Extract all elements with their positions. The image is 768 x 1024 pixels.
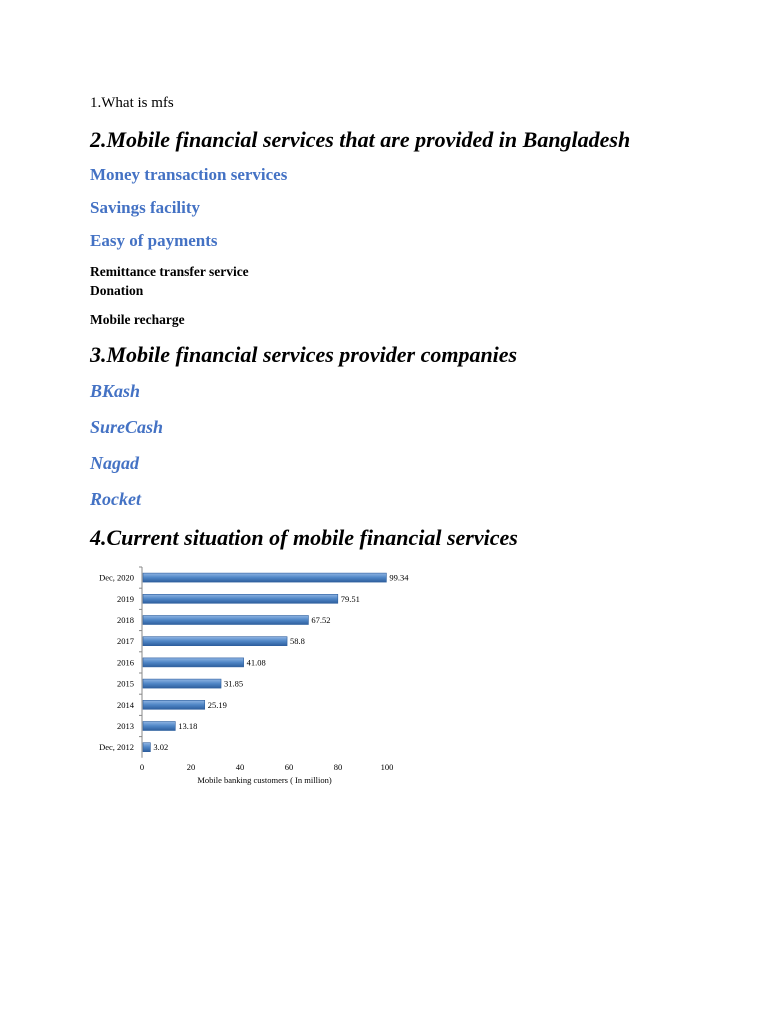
section3-heading: 3.Mobile financial services provider companies <box>90 342 518 367</box>
category-label: 2019 <box>117 593 134 604</box>
x-tick-label: 60 <box>284 761 294 772</box>
service-remittance: Remittance transfer service <box>90 264 249 279</box>
service-mobile-recharge: Mobile recharge <box>90 312 185 327</box>
x-tick-label: 100 <box>380 761 394 772</box>
bar <box>143 679 221 688</box>
category-label: Dec, 2020 <box>99 572 134 583</box>
mobile-banking-bar-chart <box>90 565 410 800</box>
company-surecash: SureCash <box>90 417 164 437</box>
service-donation: Donation <box>90 283 144 298</box>
x-tick-label: 20 <box>186 761 196 772</box>
category-label: 2014 <box>117 699 134 710</box>
section2-heading: 2.Mobile financial services that are provided in Bangladesh <box>90 127 631 152</box>
bar <box>143 743 150 752</box>
service-savings-facility: Savings facility <box>90 198 201 217</box>
value-label: 25.19 <box>207 699 227 710</box>
category-label: 2013 <box>117 721 134 731</box>
category-label: 2015 <box>117 678 134 689</box>
x-axis-label: Mobile banking customers ( In million) <box>197 774 332 785</box>
x-tick-label: 40 <box>235 761 245 772</box>
value-label: 31.85 <box>224 678 244 689</box>
value-label: 41.08 <box>246 657 266 668</box>
company-rocket: Rocket <box>90 489 141 509</box>
value-label: 3.02 <box>153 742 169 753</box>
category-label: 2016 <box>117 657 134 668</box>
service-easy-payments: Easy of payments <box>90 231 218 250</box>
service-money-transaction: Money transaction services <box>90 165 288 184</box>
x-tick-label: 0 <box>139 761 145 772</box>
bar <box>143 700 205 709</box>
bar <box>143 637 287 646</box>
bar <box>143 594 338 603</box>
x-tick-label: 80 <box>333 761 343 772</box>
value-label: 79.51 <box>340 593 360 604</box>
category-label: Dec, 2012 <box>99 742 134 753</box>
item-what-is-mfs: 1.What is mfs <box>90 95 174 111</box>
bar <box>143 658 244 667</box>
value-label: 67.52 <box>311 615 331 625</box>
company-bkash: BKash <box>90 381 141 401</box>
value-label: 13.18 <box>178 721 198 731</box>
value-label: 58.8 <box>290 636 305 647</box>
bar <box>143 616 308 625</box>
bar <box>143 722 175 731</box>
category-label: 2018 <box>117 615 134 625</box>
company-nagad: Nagad <box>90 453 139 473</box>
value-label: 99.34 <box>389 572 409 583</box>
section4-heading: 4.Current situation of mobile financial services <box>90 525 518 550</box>
bar <box>143 573 386 582</box>
category-label: 2017 <box>117 636 134 647</box>
